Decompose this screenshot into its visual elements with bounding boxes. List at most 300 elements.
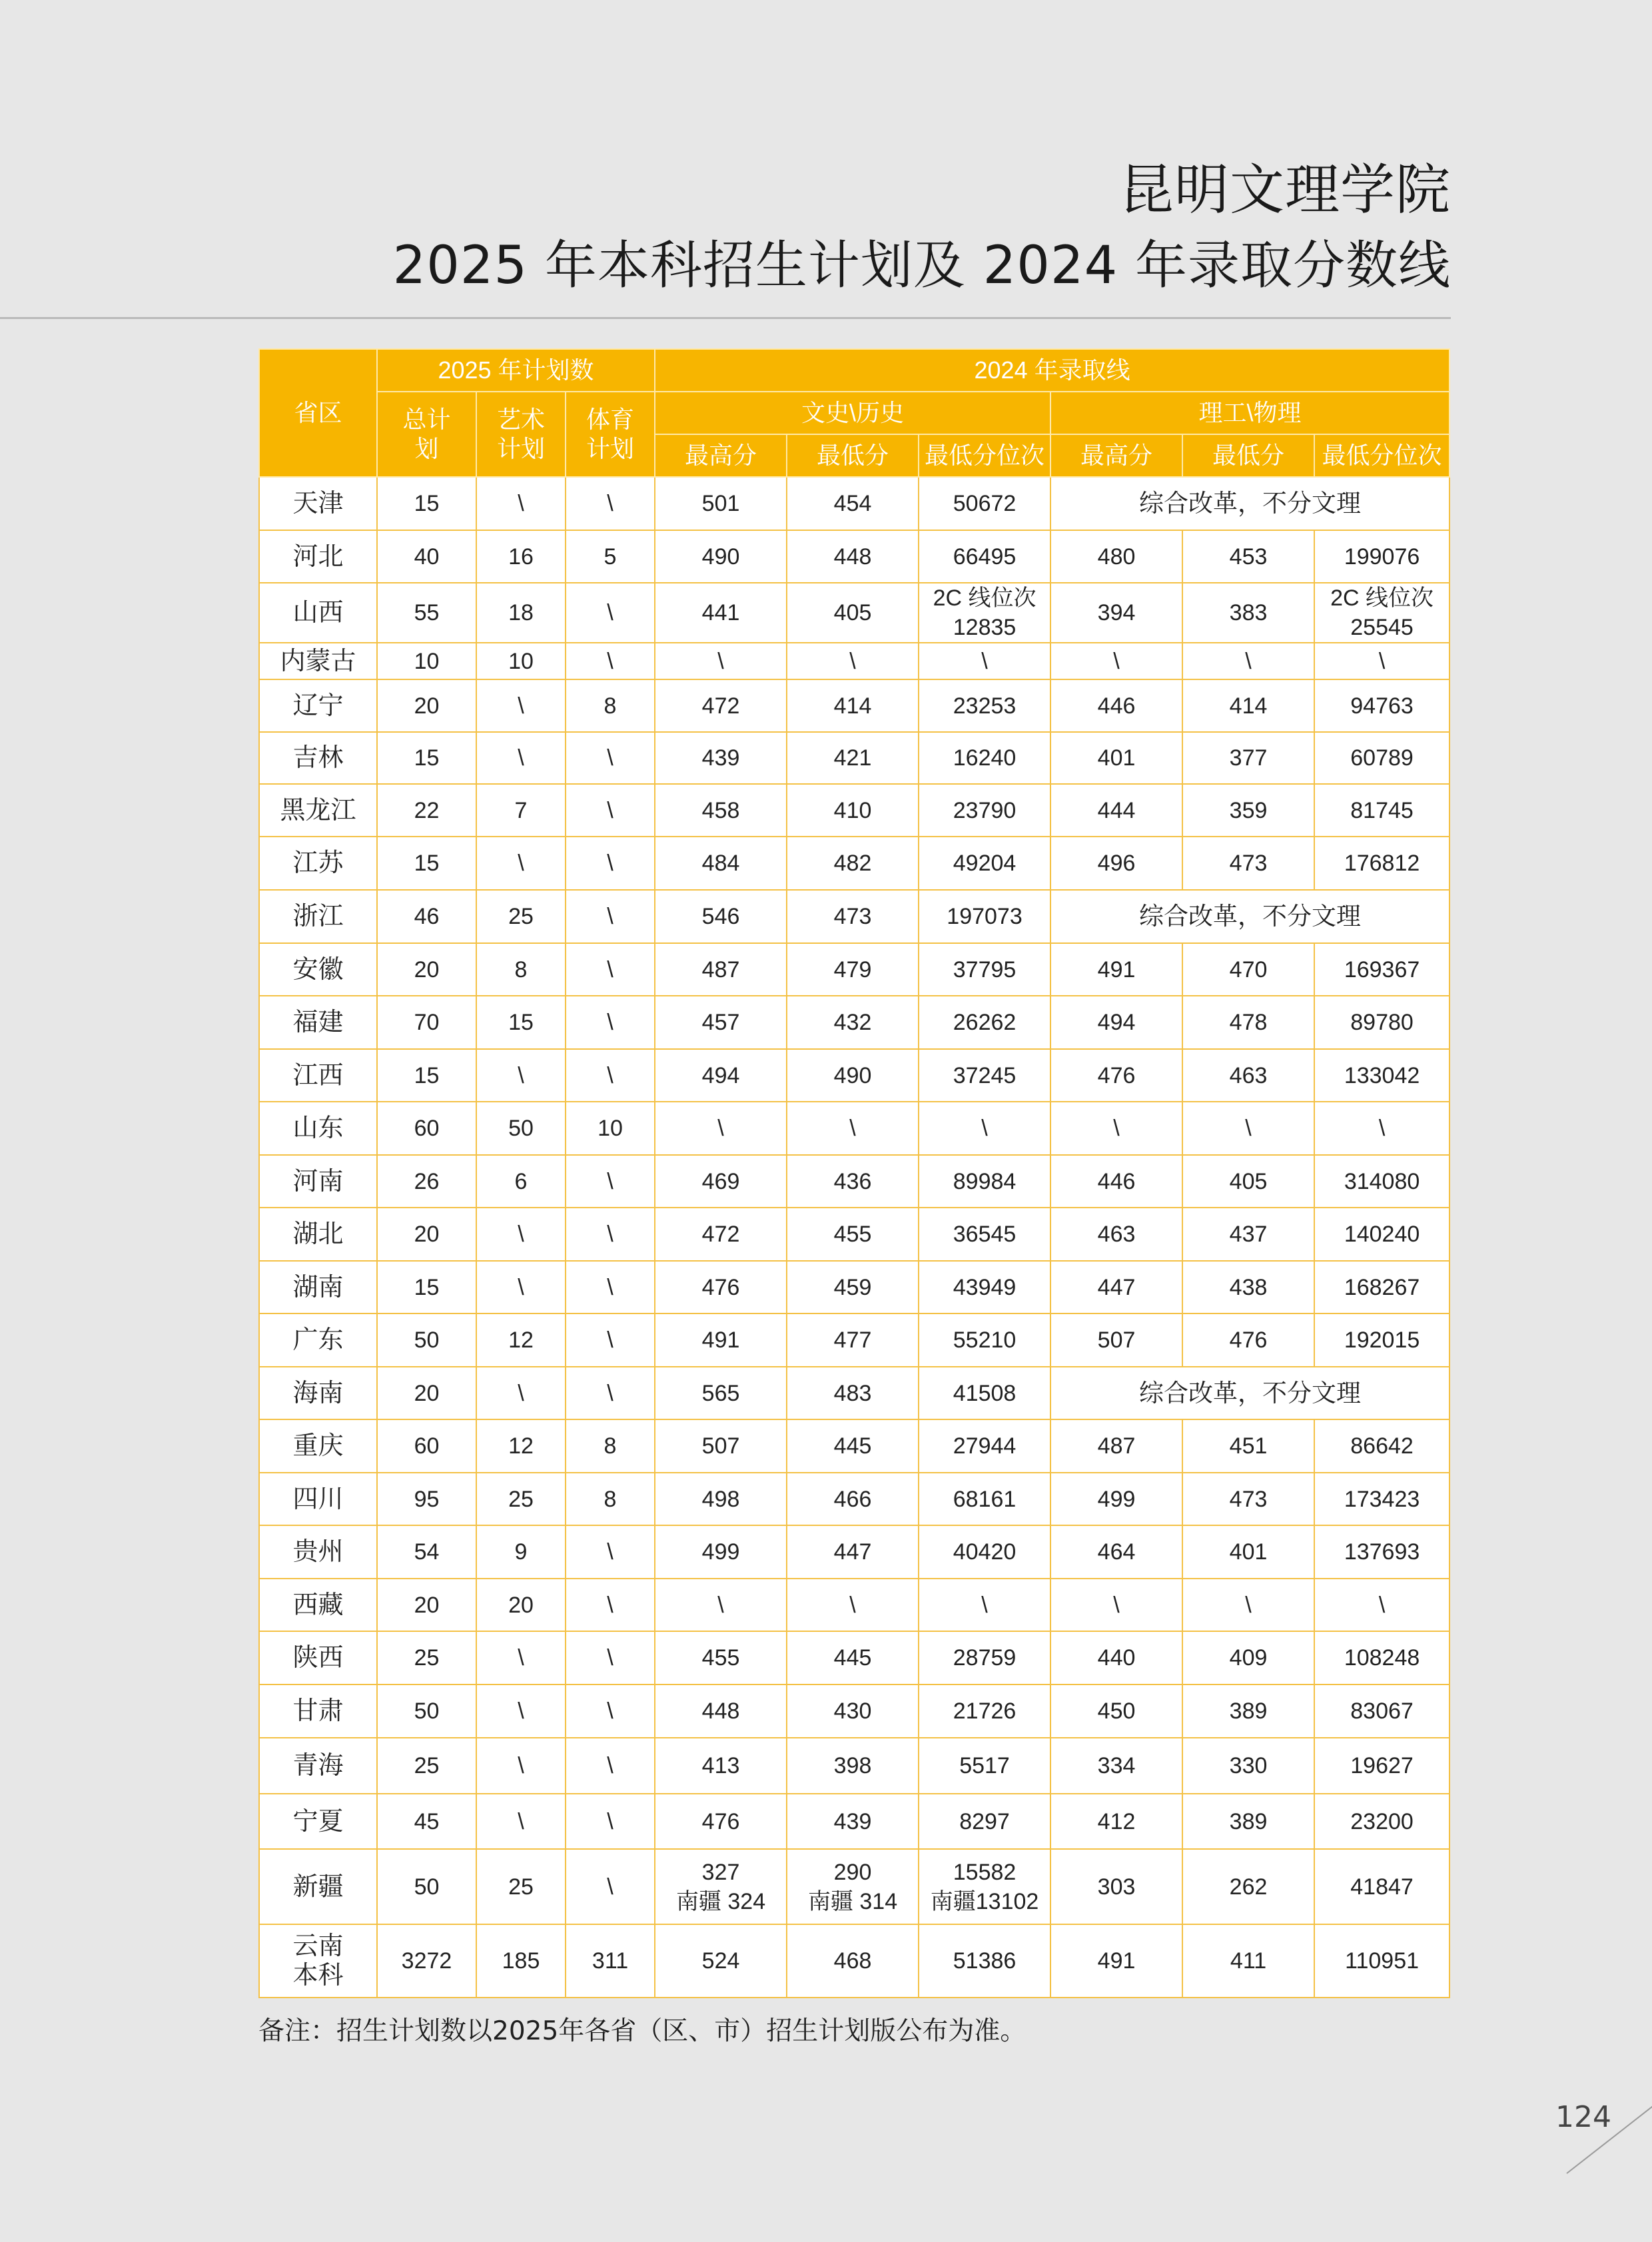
cell-art-plan: 50: [476, 1102, 566, 1155]
cell-total-plan: 15: [377, 1261, 476, 1313]
cell-art-plan: 10: [476, 643, 566, 679]
table-row: [259, 530, 1449, 583]
table-row: [259, 643, 1449, 679]
title-divider: [0, 317, 1451, 319]
cell-total-plan: 3272: [377, 1924, 476, 1998]
cell-science-min: 409: [1182, 1631, 1314, 1684]
cell-pe-plan: 5: [566, 530, 655, 583]
cell-art-plan: 8: [476, 943, 566, 996]
cell-science-min: 453: [1182, 530, 1314, 583]
cell-liberal-rank: 66495: [919, 530, 1050, 583]
cell-science-min: 463: [1182, 1049, 1314, 1102]
cell-pe-plan: \: [566, 1579, 655, 1631]
cell-art-plan: \: [476, 732, 566, 784]
cell-science-min: 405: [1182, 1155, 1314, 1208]
cell-science-min: \: [1182, 643, 1314, 679]
cell-art-plan: \: [476, 1261, 566, 1313]
cell-liberal-rank: 40420: [919, 1525, 1050, 1579]
cell-science-min: 359: [1182, 784, 1314, 837]
cell-reform-note: 综合改革，不分文理: [1050, 1367, 1449, 1419]
cell-liberal-max: \: [655, 1579, 787, 1631]
cell-total-plan: 22: [377, 784, 476, 837]
cell-liberal-min: 410: [787, 784, 919, 837]
cell-science-max: 446: [1050, 679, 1182, 732]
table-row: [259, 1208, 1449, 1261]
cell-science-max: 494: [1050, 996, 1182, 1049]
cell-science-max: 412: [1050, 1794, 1182, 1849]
cell-pe-plan: \: [566, 943, 655, 996]
cell-science-max: 447: [1050, 1261, 1182, 1313]
cell-reform-note: 综合改革，不分文理: [1050, 890, 1449, 943]
cell-science-rank: \: [1314, 1102, 1449, 1155]
cell-pe-plan: \: [566, 1155, 655, 1208]
cell-liberal-min: 414: [787, 679, 919, 732]
cell-liberal-max: 546: [655, 890, 787, 943]
cell-total-plan: 46: [377, 890, 476, 943]
table-row: [259, 1738, 1449, 1794]
cell-total-plan: 45: [377, 1794, 476, 1849]
cell-art-plan: \: [476, 679, 566, 732]
header-liberal-min: 最低分: [787, 434, 919, 477]
table-row: [259, 583, 1449, 643]
cell-total-plan: 15: [377, 837, 476, 890]
cell-liberal-max: 448: [655, 1684, 787, 1738]
cell-province: 河南: [259, 1155, 377, 1208]
title-block: [393, 155, 1451, 305]
cell-liberal-min: 473: [787, 890, 919, 943]
cell-total-plan: 60: [377, 1102, 476, 1155]
cell-pe-plan: \: [566, 1313, 655, 1367]
cell-art-plan: 18: [476, 583, 566, 643]
table-row: [259, 837, 1449, 890]
cell-liberal-min: 432: [787, 996, 919, 1049]
cell-liberal-max: 487: [655, 943, 787, 996]
cell-liberal-min: 290 南疆 314: [787, 1849, 919, 1924]
cell-liberal-min: 490: [787, 1049, 919, 1102]
cell-pe-plan: 311: [566, 1924, 655, 1998]
header-science: 理工\物理: [1050, 392, 1449, 434]
page-title: 昆明文理学院: [1118, 159, 1451, 222]
cell-total-plan: 15: [377, 477, 476, 530]
cell-total-plan: 20: [377, 943, 476, 996]
header-science-max: 最高分: [1050, 434, 1182, 477]
cell-liberal-max: 455: [655, 1631, 787, 1684]
table-body: [259, 477, 1449, 1998]
table-row: [259, 890, 1449, 943]
cell-pe-plan: 8: [566, 1419, 655, 1473]
cell-art-plan: 20: [476, 1579, 566, 1631]
cell-science-max: 446: [1050, 1155, 1182, 1208]
cell-science-max: \: [1050, 1579, 1182, 1631]
cell-science-rank: 83067: [1314, 1684, 1449, 1738]
cell-liberal-min: 439: [787, 1794, 919, 1849]
table-row: [259, 1525, 1449, 1579]
cell-liberal-max: 484: [655, 837, 787, 890]
cell-liberal-rank: 28759: [919, 1631, 1050, 1684]
cell-science-rank: 110951: [1314, 1924, 1449, 1998]
cell-province: 西藏: [259, 1579, 377, 1631]
cell-liberal-max: 565: [655, 1367, 787, 1419]
header-liberal-rank: 最低分位次: [919, 434, 1050, 477]
cell-liberal-min: 447: [787, 1525, 919, 1579]
cell-science-rank: 94763: [1314, 679, 1449, 732]
cell-reform-note: 综合改革，不分文理: [1050, 477, 1449, 530]
cell-liberal-rank: 8297: [919, 1794, 1050, 1849]
cell-art-plan: 15: [476, 996, 566, 1049]
cell-science-min: 389: [1182, 1794, 1314, 1849]
cell-art-plan: \: [476, 1738, 566, 1794]
cell-liberal-rank: 5517: [919, 1738, 1050, 1794]
cell-liberal-min: 483: [787, 1367, 919, 1419]
cell-pe-plan: \: [566, 1525, 655, 1579]
cell-pe-plan: \: [566, 732, 655, 784]
cell-science-min: \: [1182, 1102, 1314, 1155]
cell-total-plan: 95: [377, 1473, 476, 1525]
table-row: [259, 1419, 1449, 1473]
cell-science-rank: 169367: [1314, 943, 1449, 996]
cell-liberal-min: \: [787, 1579, 919, 1631]
cell-province: 浙江: [259, 890, 377, 943]
table-row: [259, 1367, 1449, 1419]
cell-liberal-max: 458: [655, 784, 787, 837]
cell-liberal-min: 405: [787, 583, 919, 643]
cell-pe-plan: 10: [566, 1102, 655, 1155]
cell-liberal-max: 469: [655, 1155, 787, 1208]
cell-liberal-rank: 68161: [919, 1473, 1050, 1525]
cell-liberal-max: 476: [655, 1794, 787, 1849]
cell-liberal-min: 479: [787, 943, 919, 996]
cell-science-rank: 133042: [1314, 1049, 1449, 1102]
table-row: [259, 1684, 1449, 1738]
cell-province: 云南 本科: [259, 1924, 377, 1998]
cell-science-max: 394: [1050, 583, 1182, 643]
header-province: 省区: [259, 349, 377, 477]
table-row: [259, 1261, 1449, 1313]
cell-total-plan: 15: [377, 732, 476, 784]
table-row: [259, 1102, 1449, 1155]
cell-liberal-max: 457: [655, 996, 787, 1049]
cell-art-plan: 25: [476, 890, 566, 943]
cell-liberal-rank: 89984: [919, 1155, 1050, 1208]
cell-science-max: 496: [1050, 837, 1182, 890]
cell-science-min: 438: [1182, 1261, 1314, 1313]
header-liberal: 文史\历史: [655, 392, 1050, 434]
cell-liberal-rank: 15582 南疆13102: [919, 1849, 1050, 1924]
cell-province: 安徽: [259, 943, 377, 996]
cell-science-min: 437: [1182, 1208, 1314, 1261]
cell-liberal-rank: \: [919, 643, 1050, 679]
cell-liberal-max: 472: [655, 1208, 787, 1261]
table-row: [259, 1313, 1449, 1367]
cell-art-plan: 12: [476, 1419, 566, 1473]
cell-science-rank: 23200: [1314, 1794, 1449, 1849]
cell-province: 内蒙古: [259, 643, 377, 679]
cell-science-max: 444: [1050, 784, 1182, 837]
cell-pe-plan: \: [566, 1849, 655, 1924]
cell-province: 湖南: [259, 1261, 377, 1313]
table-row: [259, 732, 1449, 784]
table-row: [259, 1049, 1449, 1102]
cell-pe-plan: \: [566, 1208, 655, 1261]
table-row: [259, 477, 1449, 530]
cell-total-plan: 10: [377, 643, 476, 679]
cell-liberal-rank: 2C 线位次 12835: [919, 583, 1050, 643]
cell-liberal-rank: 16240: [919, 732, 1050, 784]
header-art-plan: 艺术 计划: [476, 392, 566, 477]
cell-liberal-rank: \: [919, 1102, 1050, 1155]
cell-science-rank: 192015: [1314, 1313, 1449, 1367]
cell-pe-plan: \: [566, 643, 655, 679]
cell-liberal-min: 430: [787, 1684, 919, 1738]
cell-pe-plan: \: [566, 784, 655, 837]
cell-total-plan: 70: [377, 996, 476, 1049]
cell-province: 辽宁: [259, 679, 377, 732]
cell-province: 广东: [259, 1313, 377, 1367]
cell-province: 江西: [259, 1049, 377, 1102]
cell-science-rank: 173423: [1314, 1473, 1449, 1525]
cell-science-rank: \: [1314, 643, 1449, 679]
cell-total-plan: 60: [377, 1419, 476, 1473]
cell-province: 贵州: [259, 1525, 377, 1579]
cell-liberal-max: 498: [655, 1473, 787, 1525]
cell-province: 四川: [259, 1473, 377, 1525]
header-plan-group: 2025 年计划数: [377, 349, 655, 392]
cell-liberal-min: 459: [787, 1261, 919, 1313]
cell-science-min: 414: [1182, 679, 1314, 732]
cell-province: 青海: [259, 1738, 377, 1794]
cell-art-plan: \: [476, 1208, 566, 1261]
cell-science-rank: 86642: [1314, 1419, 1449, 1473]
cell-pe-plan: \: [566, 1049, 655, 1102]
cell-science-rank: 314080: [1314, 1155, 1449, 1208]
cell-science-max: 491: [1050, 943, 1182, 996]
cell-province: 湖北: [259, 1208, 377, 1261]
cell-liberal-rank: 26262: [919, 996, 1050, 1049]
page-subtitle: 2025 年本科招生计划及 2024 年录取分数线: [392, 236, 1451, 296]
cell-liberal-max: 413: [655, 1738, 787, 1794]
cell-liberal-min: 436: [787, 1155, 919, 1208]
cell-liberal-rank: 50672: [919, 477, 1050, 530]
header-score-group: 2024 年录取线: [655, 349, 1449, 392]
cell-liberal-min: 398: [787, 1738, 919, 1794]
cell-province: 宁夏: [259, 1794, 377, 1849]
cell-liberal-max: 476: [655, 1261, 787, 1313]
cell-science-max: 499: [1050, 1473, 1182, 1525]
cell-art-plan: \: [476, 1049, 566, 1102]
cell-art-plan: 7: [476, 784, 566, 837]
cell-science-rank: 19627: [1314, 1738, 1449, 1794]
table-row: [259, 943, 1449, 996]
cell-total-plan: 50: [377, 1684, 476, 1738]
cell-pe-plan: \: [566, 890, 655, 943]
cell-liberal-max: 490: [655, 530, 787, 583]
cell-total-plan: 25: [377, 1738, 476, 1794]
table-row: [259, 679, 1449, 732]
cell-art-plan: 9: [476, 1525, 566, 1579]
cell-total-plan: 54: [377, 1525, 476, 1579]
cell-liberal-min: 477: [787, 1313, 919, 1367]
cell-science-max: 507: [1050, 1313, 1182, 1367]
cell-liberal-rank: 37245: [919, 1049, 1050, 1102]
cell-science-rank: 140240: [1314, 1208, 1449, 1261]
cell-liberal-max: 327 南疆 324: [655, 1849, 787, 1924]
table-row: [259, 1849, 1449, 1924]
cell-science-max: 440: [1050, 1631, 1182, 1684]
table-row: [259, 1473, 1449, 1525]
cell-liberal-min: 445: [787, 1419, 919, 1473]
cell-science-min: 411: [1182, 1924, 1314, 1998]
cell-province: 河北: [259, 530, 377, 583]
cell-liberal-max: 441: [655, 583, 787, 643]
header-total-plan: 总计 划: [377, 392, 476, 477]
cell-liberal-max: 501: [655, 477, 787, 530]
cell-art-plan: \: [476, 1794, 566, 1849]
table-row: [259, 1579, 1449, 1631]
cell-science-rank: 168267: [1314, 1261, 1449, 1313]
cell-art-plan: \: [476, 837, 566, 890]
cell-liberal-min: 468: [787, 1924, 919, 1998]
cell-pe-plan: \: [566, 1367, 655, 1419]
cell-pe-plan: 8: [566, 1473, 655, 1525]
cell-total-plan: 26: [377, 1155, 476, 1208]
cell-pe-plan: \: [566, 1631, 655, 1684]
cell-science-min: 377: [1182, 732, 1314, 784]
cell-total-plan: 50: [377, 1313, 476, 1367]
cell-liberal-min: 454: [787, 477, 919, 530]
cell-liberal-max: 499: [655, 1525, 787, 1579]
cell-pe-plan: \: [566, 1684, 655, 1738]
cell-science-min: 451: [1182, 1419, 1314, 1473]
cell-science-min: 473: [1182, 1473, 1314, 1525]
cell-art-plan: \: [476, 1367, 566, 1419]
cell-province: 山西: [259, 583, 377, 643]
cell-liberal-rank: 41508: [919, 1367, 1050, 1419]
cell-science-max: 463: [1050, 1208, 1182, 1261]
cell-science-max: 491: [1050, 1924, 1182, 1998]
cell-science-max: 464: [1050, 1525, 1182, 1579]
cell-liberal-rank: 51386: [919, 1924, 1050, 1998]
header-science-min: 最低分: [1182, 434, 1314, 477]
cell-science-rank: \: [1314, 1579, 1449, 1631]
cell-science-min: 476: [1182, 1313, 1314, 1367]
cell-science-min: 330: [1182, 1738, 1314, 1794]
cell-science-max: 480: [1050, 530, 1182, 583]
cell-pe-plan: \: [566, 1261, 655, 1313]
page-number: 124: [1555, 2100, 1611, 2134]
cell-province: 福建: [259, 996, 377, 1049]
cell-liberal-rank: 37795: [919, 943, 1050, 996]
cell-total-plan: 20: [377, 1579, 476, 1631]
cell-pe-plan: 8: [566, 679, 655, 732]
cell-province: 新疆: [259, 1849, 377, 1924]
cell-province: 黑龙江: [259, 784, 377, 837]
cell-liberal-min: 466: [787, 1473, 919, 1525]
cell-total-plan: 40: [377, 530, 476, 583]
cell-liberal-min: 421: [787, 732, 919, 784]
cell-liberal-max: 524: [655, 1924, 787, 1998]
cell-liberal-max: 439: [655, 732, 787, 784]
cell-liberal-rank: 43949: [919, 1261, 1050, 1313]
cell-science-min: 262: [1182, 1849, 1314, 1924]
cell-total-plan: 50: [377, 1849, 476, 1924]
table-row: [259, 996, 1449, 1049]
cell-science-max: 334: [1050, 1738, 1182, 1794]
cell-science-min: 383: [1182, 583, 1314, 643]
cell-art-plan: \: [476, 477, 566, 530]
cell-science-rank: 89780: [1314, 996, 1449, 1049]
cell-liberal-max: \: [655, 643, 787, 679]
cell-liberal-max: 472: [655, 679, 787, 732]
table-row: [259, 1631, 1449, 1684]
cell-science-rank: 199076: [1314, 530, 1449, 583]
cell-pe-plan: \: [566, 477, 655, 530]
cell-science-rank: 108248: [1314, 1631, 1449, 1684]
cell-science-max: 476: [1050, 1049, 1182, 1102]
cell-total-plan: 55: [377, 583, 476, 643]
cell-liberal-min: 482: [787, 837, 919, 890]
cell-science-max: 401: [1050, 732, 1182, 784]
header-pe-plan: 体育 计划: [566, 392, 655, 477]
cell-total-plan: 25: [377, 1631, 476, 1684]
cell-liberal-rank: 23790: [919, 784, 1050, 837]
header-science-rank: 最低分位次: [1314, 434, 1449, 477]
cell-liberal-max: 507: [655, 1419, 787, 1473]
table-row: [259, 1155, 1449, 1208]
cell-province: 陕西: [259, 1631, 377, 1684]
cell-liberal-rank: 49204: [919, 837, 1050, 890]
cell-art-plan: \: [476, 1684, 566, 1738]
cell-science-rank: 2C 线位次 25545: [1314, 583, 1449, 643]
cell-science-rank: 137693: [1314, 1525, 1449, 1579]
cell-liberal-rank: \: [919, 1579, 1050, 1631]
cell-art-plan: 185: [476, 1924, 566, 1998]
cell-liberal-max: \: [655, 1102, 787, 1155]
cell-art-plan: 6: [476, 1155, 566, 1208]
cell-total-plan: 15: [377, 1049, 476, 1102]
admission-table: [258, 348, 1450, 1998]
cell-total-plan: 20: [377, 1367, 476, 1419]
cell-science-max: \: [1050, 643, 1182, 679]
table-row: [259, 784, 1449, 837]
cell-pe-plan: \: [566, 837, 655, 890]
cell-science-rank: 60789: [1314, 732, 1449, 784]
header-liberal-max: 最高分: [655, 434, 787, 477]
cell-science-min: 389: [1182, 1684, 1314, 1738]
cell-liberal-max: 491: [655, 1313, 787, 1367]
cell-liberal-min: 445: [787, 1631, 919, 1684]
cell-total-plan: 20: [377, 1208, 476, 1261]
cell-liberal-min: \: [787, 643, 919, 679]
cell-province: 重庆: [259, 1419, 377, 1473]
cell-liberal-rank: 27944: [919, 1419, 1050, 1473]
cell-science-rank: 81745: [1314, 784, 1449, 837]
cell-liberal-min: 448: [787, 530, 919, 583]
cell-pe-plan: \: [566, 583, 655, 643]
cell-art-plan: 25: [476, 1473, 566, 1525]
cell-science-max: 487: [1050, 1419, 1182, 1473]
table-row: [259, 1794, 1449, 1849]
cell-pe-plan: \: [566, 1738, 655, 1794]
cell-science-min: 470: [1182, 943, 1314, 996]
cell-province: 海南: [259, 1367, 377, 1419]
cell-liberal-rank: 21726: [919, 1684, 1050, 1738]
cell-total-plan: 20: [377, 679, 476, 732]
cell-province: 江苏: [259, 837, 377, 890]
cell-science-min: 401: [1182, 1525, 1314, 1579]
cell-art-plan: 16: [476, 530, 566, 583]
cell-liberal-max: 494: [655, 1049, 787, 1102]
cell-science-max: \: [1050, 1102, 1182, 1155]
